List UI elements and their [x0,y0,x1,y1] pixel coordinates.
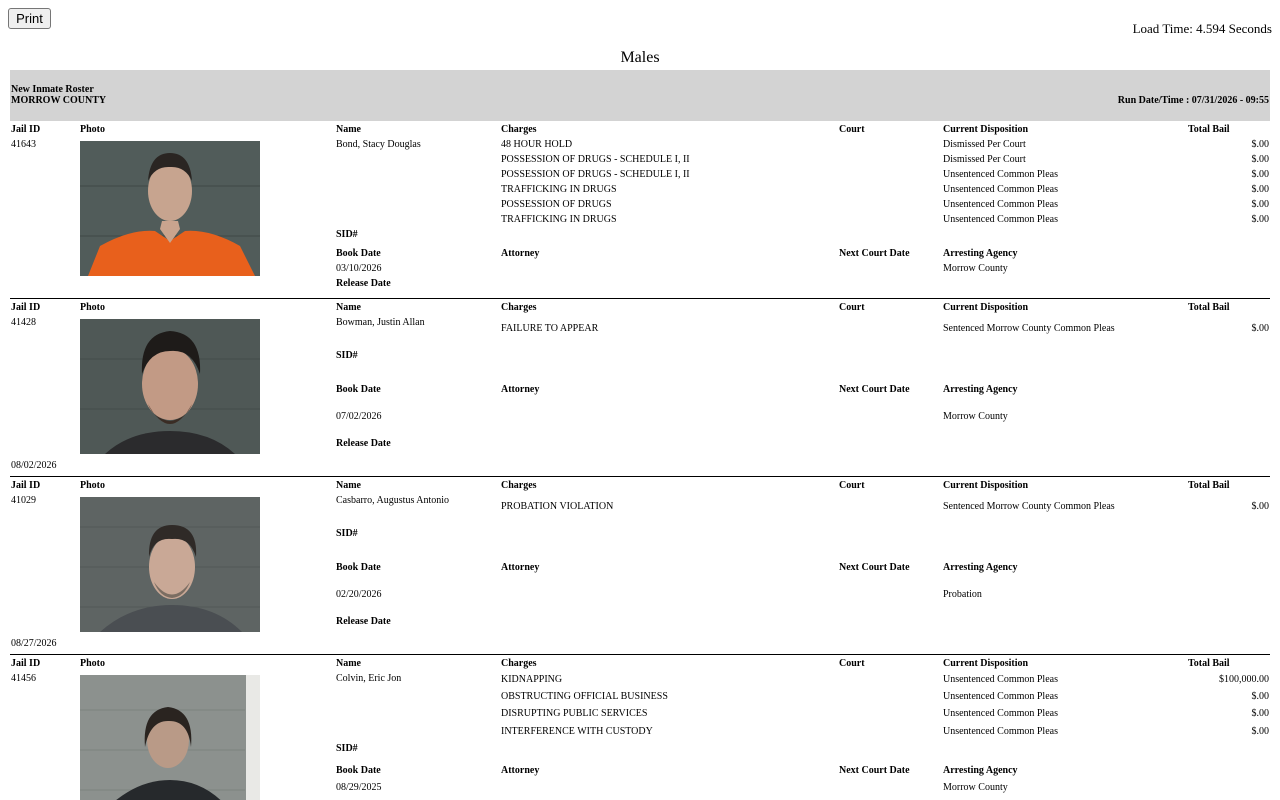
inmate-name: Colvin, Eric Jon [336,673,402,684]
charges-header: Charges [501,658,537,669]
jail-id-header: Jail ID [11,658,41,669]
bail-amount: $.00 [1251,726,1269,737]
charge: KIDNAPPING [501,674,563,685]
bail-amount: $.00 [1251,154,1269,165]
jail-id-header: Jail ID [11,124,41,135]
charges-header: Charges [501,302,537,313]
attorney-label: Attorney [501,562,540,573]
charge: INTERFERENCE WITH CUSTODY [501,726,653,737]
jail-id-header: Jail ID [11,302,41,313]
disposition-header: Current Disposition [943,480,1029,491]
charge: 48 HOUR HOLD [501,139,573,150]
bail-amount: $.00 [1251,691,1269,702]
charge: POSSESSION OF DRUGS - SCHEDULE I, II [501,154,690,165]
photo-header: Photo [80,480,105,491]
run-datetime: Run Date/Time : 07/31/2026 - 09:55 [1117,95,1269,106]
release-date: 08/02/2026 [11,460,57,471]
charge: FAILURE TO APPEAR [501,323,599,334]
disposition: Unsentenced Common Pleas [943,691,1058,702]
court-header: Court [839,480,865,491]
bail-amount: $.00 [1251,323,1269,334]
arresting-agency: Morrow County [943,263,1008,274]
report-name: New Inmate Roster [11,84,94,95]
bail-amount: $.00 [1251,169,1269,180]
print-button[interactable]: Print [8,8,51,29]
disposition: Unsentenced Common Pleas [943,674,1058,685]
book-date-label: Book Date [336,562,381,573]
disposition-header: Current Disposition [943,658,1029,669]
charge: POSSESSION OF DRUGS [501,199,612,210]
disposition: Unsentenced Common Pleas [943,726,1058,737]
charge: OBSTRUCTING OFFICIAL BUSINESS [501,691,668,702]
inmate-name: Bond, Stacy Douglas [336,139,421,150]
disposition: Sentenced Morrow County Common Pleas [943,323,1115,334]
book-date-label: Book Date [336,765,381,776]
bail-amount: $.00 [1251,184,1269,195]
attorney-label: Attorney [501,384,540,395]
book-date-label: Book Date [336,384,381,395]
photo-header: Photo [80,124,105,135]
record-divider [10,476,1270,477]
county-name: MORROW COUNTY [11,95,107,106]
inmate-photo [80,319,260,454]
charge: TRAFFICKING IN DRUGS [501,184,617,195]
total-bail-header: Total Bail [1188,124,1230,135]
jail-id: 41643 [11,139,36,150]
disposition: Unsentenced Common Pleas [943,214,1058,225]
charges-header: Charges [501,124,537,135]
name-header: Name [336,302,361,313]
load-time: Load Time: 4.594 Seconds [1132,21,1272,36]
release-date: 08/27/2026 [11,638,57,649]
disposition: Unsentenced Common Pleas [943,199,1058,210]
record-divider [10,298,1270,299]
record-divider [10,654,1270,655]
name-header: Name [336,658,361,669]
arresting-agency: Morrow County [943,782,1008,793]
inmate-name: Casbarro, Augustus Antonio [336,495,450,506]
inmate-photo [80,675,260,800]
disposition: Unsentenced Common Pleas [943,184,1058,195]
disposition: Unsentenced Common Pleas [943,708,1058,719]
attorney-label: Attorney [501,765,540,776]
bail-amount: $.00 [1251,501,1269,512]
arresting-agency: Morrow County [943,411,1008,422]
sid-label: SID# [336,743,358,754]
inmate-record [10,121,1270,299]
arresting-agency-label: Arresting Agency [943,765,1018,776]
charge: POSSESSION OF DRUGS - SCHEDULE I, II [501,169,690,180]
name-header: Name [336,124,361,135]
bail-amount: $.00 [1251,214,1269,225]
page-title: Males [620,49,660,66]
sid-label: SID# [336,350,358,361]
next-court-date-label: Next Court Date [839,248,910,259]
inmate-record [10,476,1270,654]
bail-amount: $.00 [1251,139,1269,150]
bail-amount: $100,000.00 [1219,674,1269,685]
court-header: Court [839,124,865,135]
inmate-record [10,654,1270,800]
release-date-label: Release Date [336,616,391,627]
inmate-name: Bowman, Justin Allan [336,317,425,328]
sid-label: SID# [336,528,358,539]
next-court-date-label: Next Court Date [839,765,910,776]
book-date: 07/02/2026 [336,411,382,422]
jail-id: 41029 [11,495,36,506]
disposition: Dismissed Per Court [943,154,1026,165]
charge: PROBATION VIOLATION [501,501,614,512]
name-header: Name [336,480,361,491]
disposition-header: Current Disposition [943,302,1029,313]
charge: DISRUPTING PUBLIC SERVICES [501,708,648,719]
photo-header: Photo [80,302,105,313]
total-bail-header: Total Bail [1188,302,1230,313]
photo-header: Photo [80,658,105,669]
inmate-record [10,298,1270,476]
next-court-date-label: Next Court Date [839,562,910,573]
jail-id-header: Jail ID [11,480,41,491]
disposition: Dismissed Per Court [943,139,1026,150]
court-header: Court [839,302,865,313]
inmate-photo [80,497,260,632]
book-date: 08/29/2025 [336,782,382,793]
inmate-photo [80,141,260,276]
court-header: Court [839,658,865,669]
next-court-date-label: Next Court Date [839,384,910,395]
charge: TRAFFICKING IN DRUGS [501,214,617,225]
book-date-label: Book Date [336,248,381,259]
book-date: 02/20/2026 [336,589,382,600]
total-bail-header: Total Bail [1188,480,1230,491]
sid-label: SID# [336,229,358,240]
release-date-label: Release Date [336,278,391,289]
arresting-agency-label: Arresting Agency [943,562,1018,573]
bail-amount: $.00 [1251,199,1269,210]
bail-amount: $.00 [1251,708,1269,719]
jail-id: 41428 [11,317,36,328]
release-date-label: Release Date [336,438,391,449]
arresting-agency-label: Arresting Agency [943,248,1018,259]
charges-header: Charges [501,480,537,491]
attorney-label: Attorney [501,248,540,259]
report-banner [10,70,1270,121]
arresting-agency-label: Arresting Agency [943,384,1018,395]
arresting-agency: Probation [943,589,982,600]
jail-id: 41456 [11,673,36,684]
book-date: 03/10/2026 [336,263,382,274]
total-bail-header: Total Bail [1188,658,1230,669]
disposition: Sentenced Morrow County Common Pleas [943,501,1115,512]
disposition: Unsentenced Common Pleas [943,169,1058,180]
disposition-header: Current Disposition [943,124,1029,135]
